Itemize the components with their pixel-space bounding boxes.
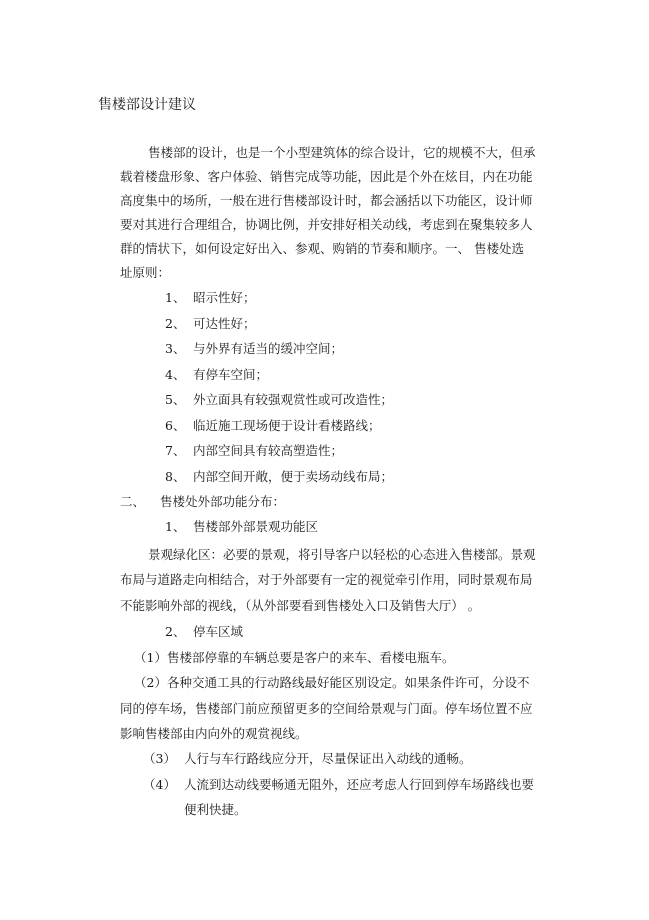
parking-item-2-line: （2）各种交通工具的行动路线最好能区别设定。如果条件许可，分设不 [134, 675, 530, 690]
list-item-text: 昭示性好； [193, 290, 256, 305]
list-item-text: 外立面具有较强观赏性或可改造性； [193, 392, 394, 407]
list-item-number: 1、 [165, 290, 186, 305]
list-item-number: 8、 [165, 469, 186, 484]
list-item-number: 3、 [165, 341, 186, 356]
list-item-number: 7、 [165, 443, 186, 458]
landscape-line: 景观绿化区：必要的景观，将引导客户以轻松的心态进入售楼部。景观 [148, 547, 536, 562]
subsection-heading: 售楼部外部景观功能区 [193, 519, 319, 534]
section-heading: 售楼处外部功能分布： [160, 494, 286, 509]
subsection-number: 2、 [165, 624, 186, 639]
intro-line: 址原则： [120, 265, 171, 280]
list-item-number: 4、 [165, 367, 186, 382]
parking-item-2-line: 影响售楼部由内向外的观赏视线。 [120, 726, 308, 741]
parking-item-3-text: 人行与车行路线应分开，尽量保证出入动线的通畅。 [184, 751, 472, 766]
list-item-number: 5、 [165, 392, 186, 407]
intro-line: 售楼部的设计，也是一个小型建筑体的综合设计，它的规模不大，但承 [148, 145, 536, 160]
list-item-text: 可达性好； [193, 316, 256, 331]
subsection-number: 1、 [165, 519, 186, 534]
list-item-text: 与外界有适当的缓冲空间； [193, 341, 344, 356]
parking-item-2-line: 同的停车场，售楼部门前应预留更多的空间给景观与门面。停车场位置不应 [120, 701, 533, 716]
list-item-text: 内部空间开敞，便于卖场动线布局； [193, 469, 394, 484]
landscape-line: 布局与道路走向相结合，对于外部要有一定的视觉牵引作用，同时景观布局 [120, 572, 533, 587]
intro-line: 载着楼盘形象、客户体验、销售完成等功能，因此是个外在炫目，内在功能 [120, 169, 533, 184]
list-item-text: 临近施工现场便于设计看楼路线； [193, 418, 381, 433]
subsection-heading: 停车区域 [193, 624, 244, 639]
parking-item-4-line: 便利快捷。 [184, 802, 247, 817]
list-item-text: 有停车空间； [193, 367, 269, 382]
list-item-text: 内部空间具有较高塑造性； [193, 443, 344, 458]
parking-item-4-line: 人流到达动线要畅通无阻外，还应考虑人行回到停车场路线也要 [184, 777, 535, 792]
list-item-number: 2、 [165, 316, 186, 331]
intro-line: 群的情状下，如何设定好出入、参观、购销的节奏和顺序。一、 售楼处选 [120, 241, 524, 256]
intro-line: 要对其进行合理组合，协调比例，并安排好相关动线，考虑到在聚集较多人 [120, 217, 533, 232]
intro-line: 高度集中的场所，一般在进行售楼部设计时，都会涵括以下功能区，设计师 [120, 193, 533, 208]
parking-item-3-number: （3） [143, 751, 176, 766]
parking-item-1: （1）售楼部停靠的车辆总要是客户的来车、看楼电瓶车。 [134, 650, 455, 665]
section-number: 二、 [120, 494, 146, 509]
list-item-number: 6、 [165, 418, 186, 433]
document-title: 售楼部设计建议 [98, 97, 196, 113]
landscape-line: 不能影响外部的视线，（从外部要看到售楼处入口及销售大厅） 。 [120, 598, 481, 613]
parking-item-4-number: （4） [143, 777, 176, 792]
